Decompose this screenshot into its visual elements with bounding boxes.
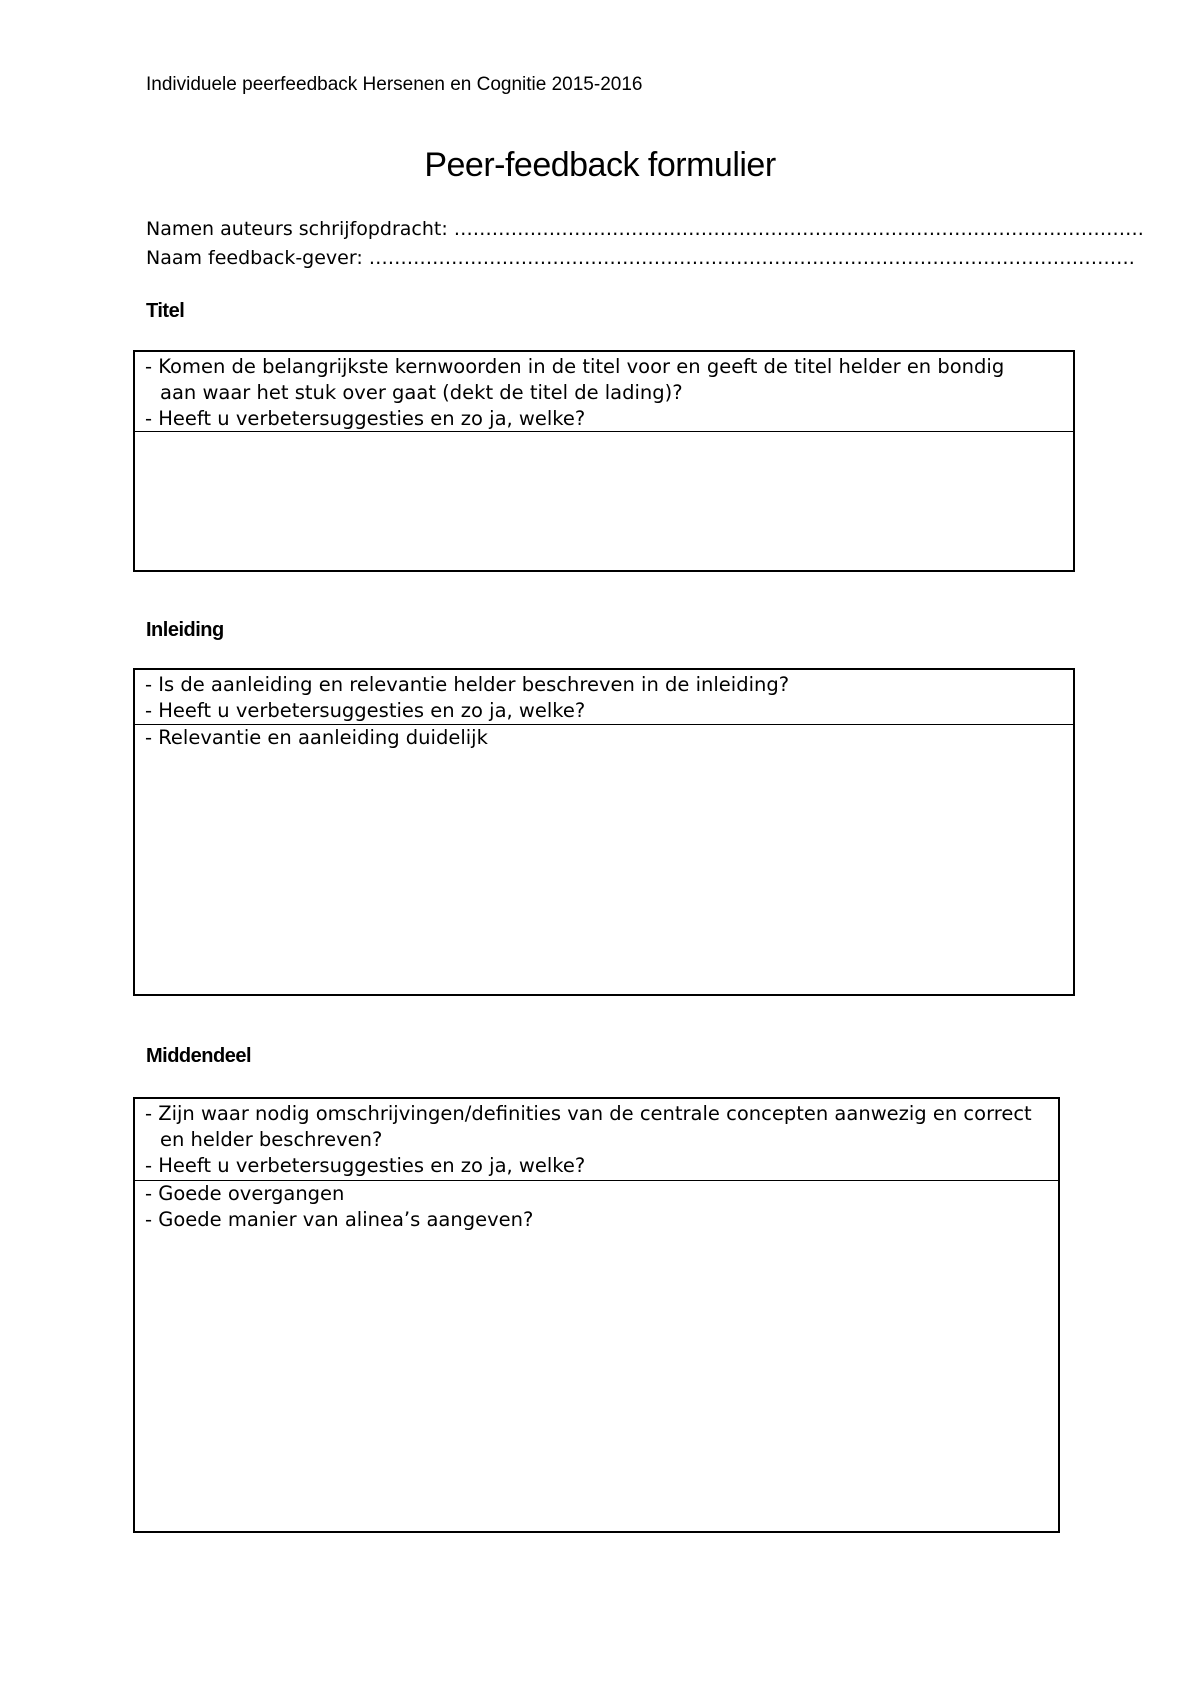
question-line: - Is de aanleiding en relevantie helder beschreven in de inleiding? — [145, 673, 790, 696]
feedback-box-middendeel — [133, 1097, 1060, 1533]
question-line: - Komen de belangrijkste kernwoorden in de titel voor en geeft de titel helder en bondig — [145, 355, 1005, 378]
question-block — [135, 1099, 1058, 1181]
section-heading-inleiding: Inleiding — [146, 619, 224, 641]
question-block — [135, 352, 1073, 432]
question-line: aan waar het stuk over gaat (dekt de titel de lading)? — [160, 381, 683, 404]
running-header: Individuele peerfeedback Hersenen en Cognitie 2015-2016 — [146, 74, 643, 95]
answer-area[interactable] — [135, 1181, 1058, 1233]
question-line: en helder beschreven? — [160, 1128, 383, 1151]
question-line: - Zijn waar nodig omschrijvingen/definities van de centrale concepten aanwezig en correct — [145, 1102, 1032, 1125]
answer-line: - Goede manier van alinea’s aangeven? — [145, 1208, 534, 1231]
section-heading-titel: Titel — [146, 300, 185, 322]
feedback-box-inleiding — [133, 668, 1075, 996]
feedback-giver-blank: …………………………………………………………………………………………………………. — [368, 247, 1135, 269]
question-line: - Heeft u verbetersuggesties en zo ja, welke? — [145, 699, 586, 722]
feedback-giver-field — [146, 247, 1135, 269]
authors-blank: ………………………………………………………………………………………………. — [453, 218, 1144, 240]
authors-field — [146, 218, 1144, 240]
feedback-giver-label: Naam feedback-gever: — [146, 247, 363, 269]
page-title: Peer-feedback formulier — [424, 146, 776, 184]
question-line: - Heeft u verbetersuggesties en zo ja, welke? — [145, 407, 586, 430]
section-heading-middendeel: Middendeel — [146, 1045, 252, 1067]
authors-label: Namen auteurs schrijfopdracht: — [146, 218, 448, 240]
answer-line: - Relevantie en aanleiding duidelijk — [145, 726, 488, 749]
feedback-box-titel — [133, 350, 1075, 572]
question-block — [135, 670, 1073, 725]
answer-area[interactable] — [135, 725, 1073, 751]
question-line: - Heeft u verbetersuggesties en zo ja, welke? — [145, 1154, 586, 1177]
answer-line: - Goede overgangen — [145, 1182, 345, 1205]
